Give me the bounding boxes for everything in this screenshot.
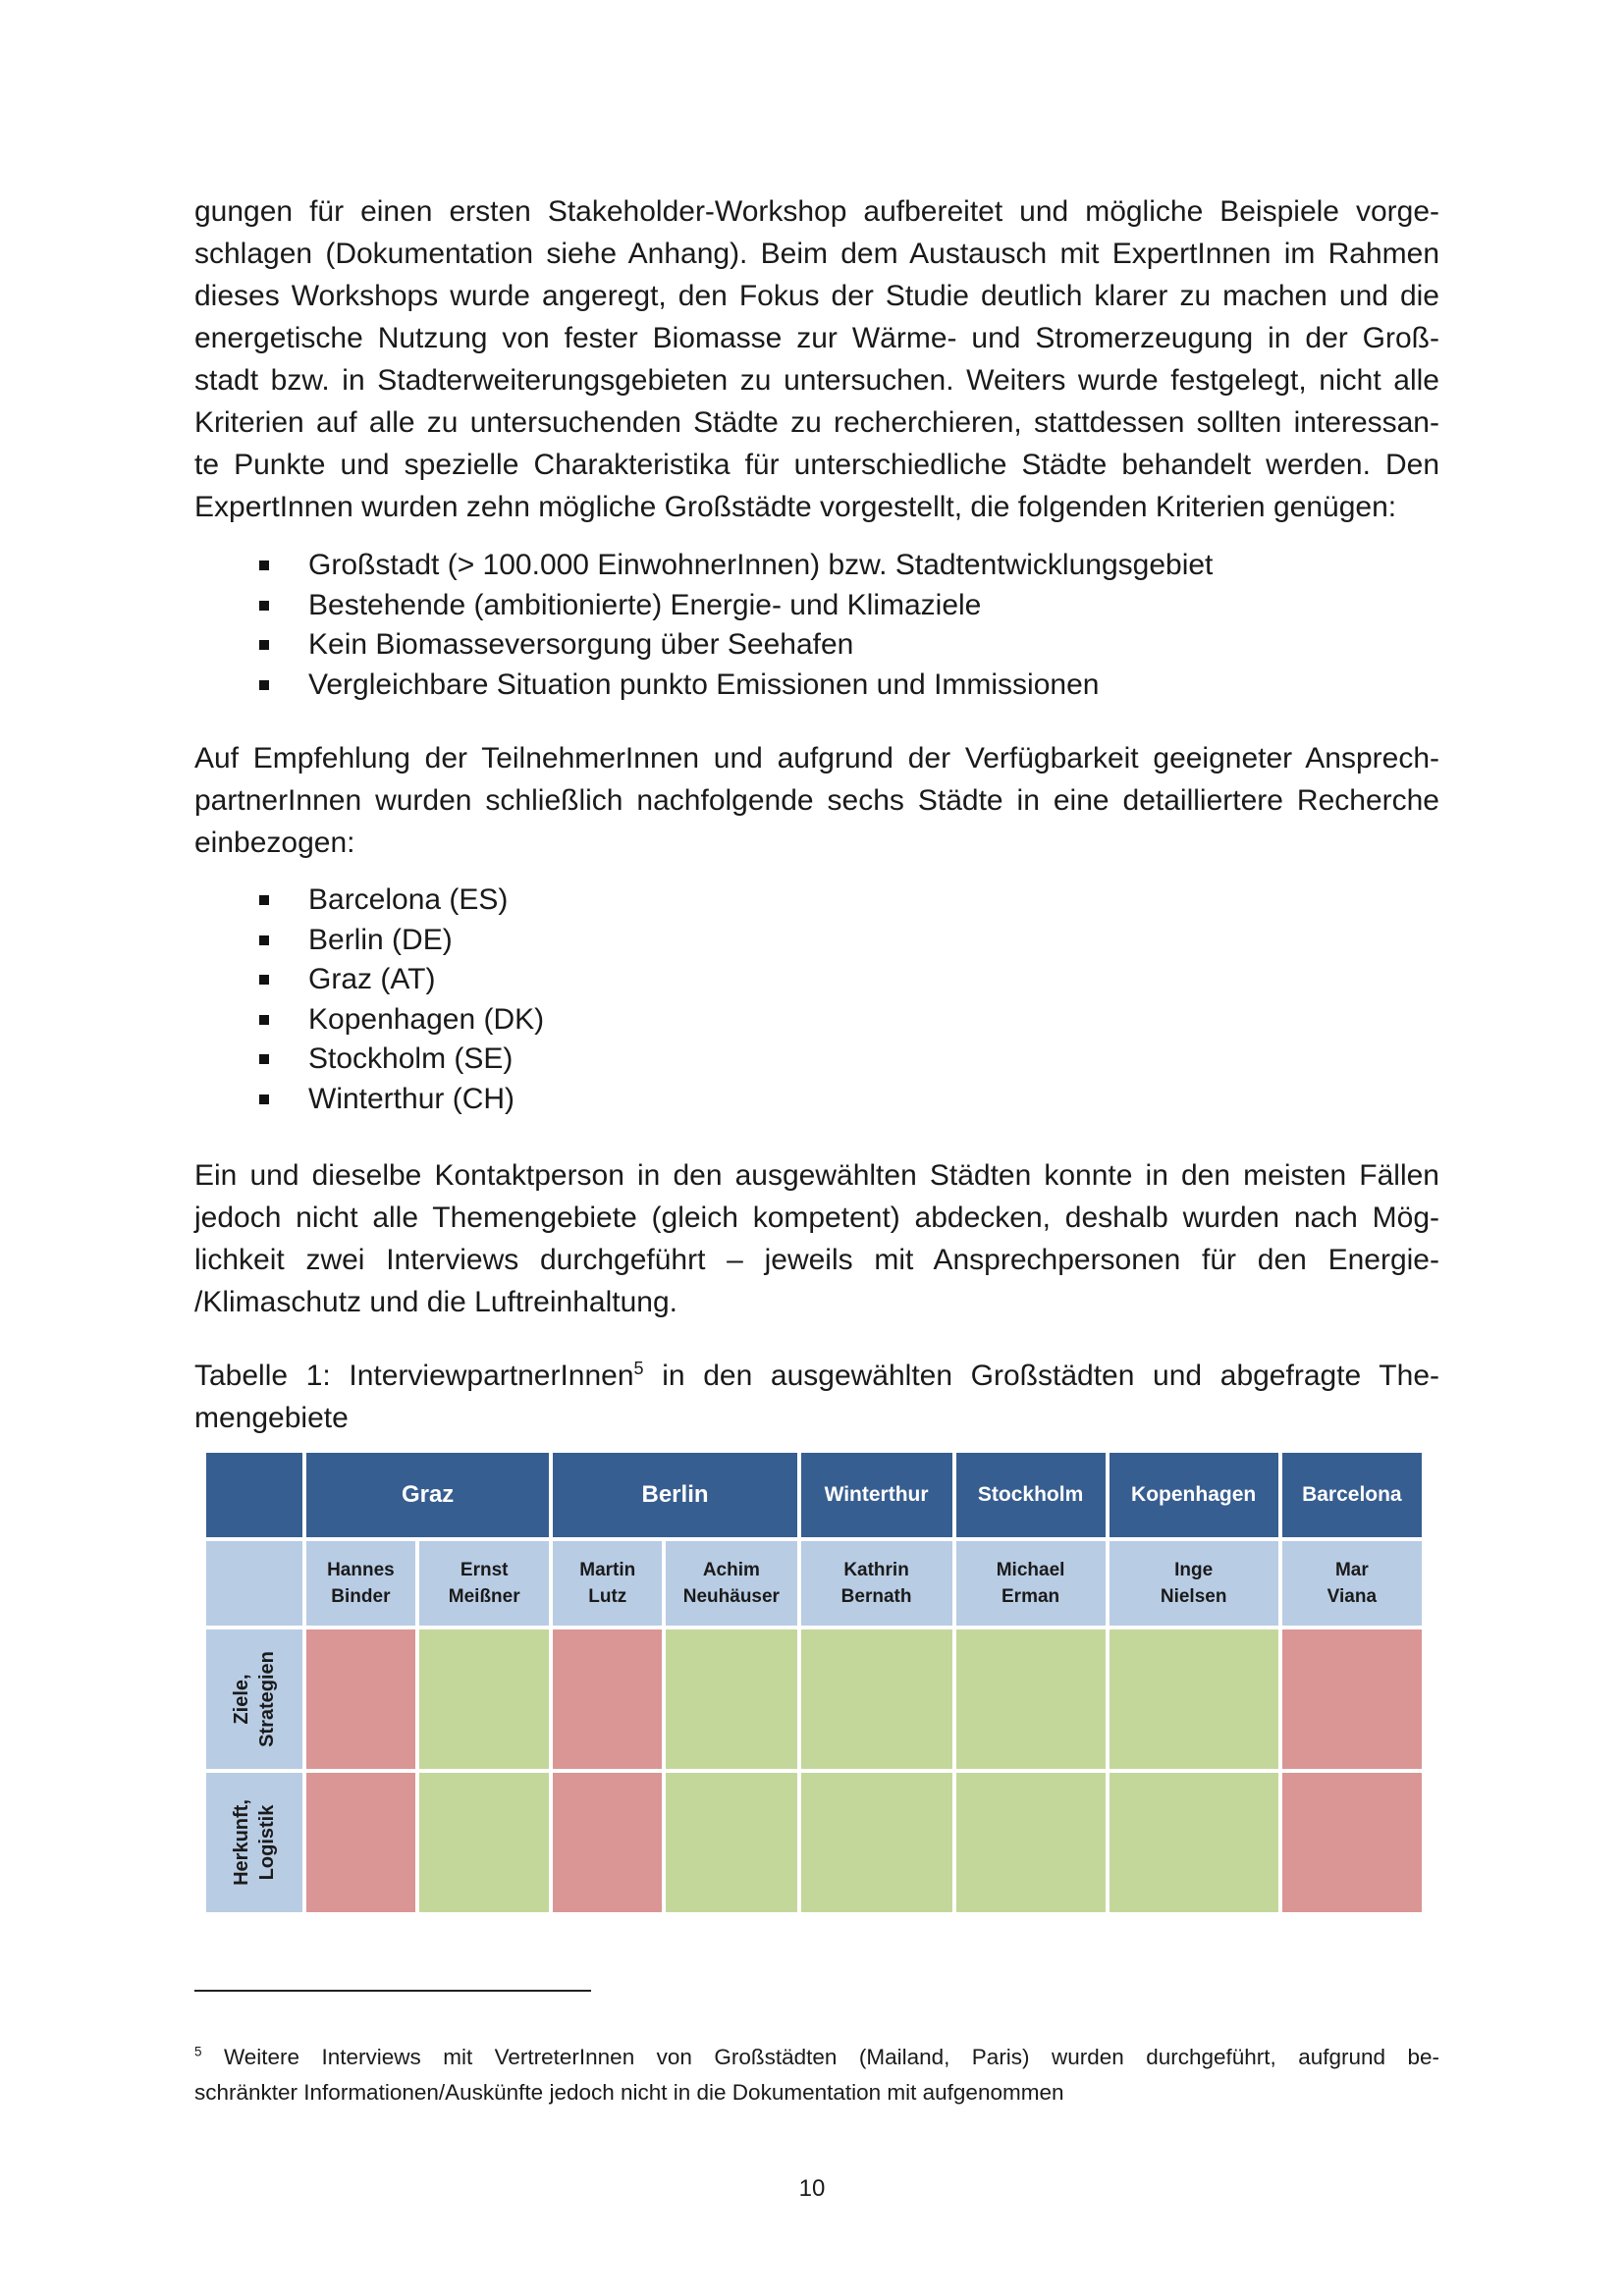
square-bullet-icon [259,935,269,945]
list-item: Barcelona (ES) [259,881,544,921]
list-item: Berlin (DE) [259,921,544,961]
cities-list [259,881,544,1119]
contact-paragraph [194,1154,1439,1323]
row-label-goals: Ziele, Strategien [206,1629,302,1769]
recommendation-paragraph [194,737,1439,864]
person-cell: Inge Nielsen [1110,1541,1278,1626]
intro-paragraph [194,190,1439,528]
interview-table [202,1449,1426,1916]
status-cell [666,1629,796,1769]
footnote-reference[interactable]: 5 [633,1359,644,1378]
city-header: Berlin [553,1453,796,1537]
city-header: Barcelona [1282,1453,1422,1537]
table-person-row [206,1541,1422,1626]
intro-line: te Punkte und spezielle Charakteristika für unterschiedliche Städte behandelt werden. Den [194,449,1439,481]
status-cell [306,1773,415,1912]
person-cell: Achim Neuhäuser [666,1541,796,1626]
square-bullet-icon [259,1095,269,1104]
footnote [194,2040,1439,2110]
city-header: Stockholm [956,1453,1106,1537]
caption-line: mengebiete [194,1402,349,1434]
city-header: Graz [306,1453,550,1537]
intro-line: schlagen (Dokumentation siehe Anhang). Beim dem Austausch mit ExpertInnen im Rahmen [194,238,1439,270]
status-cell [1110,1629,1278,1769]
list-item: Bestehende (ambitionierte) Energie- und Klimaziele [259,586,1213,626]
status-cell [306,1629,415,1769]
page-number: 10 [798,2175,826,2202]
table-corner-cell [206,1541,302,1626]
square-bullet-icon [259,680,269,690]
city-header: Kopenhagen [1110,1453,1278,1537]
status-cell [553,1629,662,1769]
square-bullet-icon [259,975,269,985]
intro-line: gungen für einen ersten Stakeholder-Workshop aufbereitet und mögliche Beispiele vorge- [194,195,1439,228]
paragraph-line: partnerInnen wurden schließlich nachfolgende sechs Städte in eine detailliertere Recherche [194,784,1439,817]
table-row [206,1629,1422,1769]
person-cell: Michael Erman [956,1541,1106,1626]
intro-line: ExpertInnen wurden zehn mögliche Großstädte vorgestellt, die folgenden Kriterien genügen: [194,491,1397,523]
table-corner-cell [206,1453,302,1537]
intro-line: Kriterien auf alle zu untersuchenden Städte zu recherchieren, stattdessen sollten interessan- [194,406,1439,439]
status-cell [1282,1773,1422,1912]
list-item: Stockholm (SE) [259,1040,544,1080]
person-cell: Ernst Meißner [419,1541,549,1626]
list-item: Kein Biomasseversorgung über Seehafen [259,625,1213,666]
square-bullet-icon [259,895,269,905]
row-label-logistics: Herkunft, Logistik [206,1773,302,1912]
table-row [206,1773,1422,1912]
status-cell [1282,1629,1422,1769]
intro-line: energetische Nutzung von fester Biomasse zur Wärme- und Stromerzeugung in der Groß- [194,322,1439,354]
status-cell [1110,1773,1278,1912]
intro-line: stadt bzw. in Stadterweiterungsgebieten zu untersuchen. Weiters wurde festgelegt, nicht alle [194,364,1439,397]
paragraph-line: einbezogen: [194,827,355,859]
status-cell [956,1629,1106,1769]
intro-line: dieses Workshops wurde angeregt, den Fokus der Studie deutlich klarer zu machen und die [194,280,1439,312]
list-item: Vergleichbare Situation punkto Emissionen und Immissionen [259,666,1213,706]
status-cell [801,1629,952,1769]
list-item: Großstadt (> 100.000 EinwohnerInnen) bzw. Stadtentwicklungsgebiet [259,546,1213,586]
list-item: Kopenhagen (DK) [259,1000,544,1041]
paragraph-line: Ein und dieselbe Kontaktperson in den ausgewählten Städten konnte in den meisten Fällen [194,1159,1439,1192]
status-cell [419,1629,549,1769]
table-header-row [206,1453,1422,1537]
status-cell [801,1773,952,1912]
paragraph-line: jedoch nicht alle Themengebiete (gleich kompetent) abdecken, deshalb wurden nach Mög- [194,1201,1439,1234]
square-bullet-icon [259,561,269,570]
square-bullet-icon [259,1054,269,1064]
paragraph-line: Auf Empfehlung der TeilnehmerInnen und aufgrund der Verfügbarkeit geeigneter Ansprech- [194,742,1439,774]
list-item: Winterthur (CH) [259,1080,544,1120]
footnote-divider [194,1990,591,1992]
person-cell: Hannes Binder [306,1541,415,1626]
person-cell: Martin Lutz [553,1541,662,1626]
footnote-number: 5 [194,2044,202,2059]
table-caption [194,1355,1439,1439]
status-cell [956,1773,1106,1912]
person-cell: Mar Viana [1282,1541,1422,1626]
square-bullet-icon [259,640,269,650]
paragraph-line: /Klimaschutz und die Luftreinhaltung. [194,1286,677,1318]
footnote-line: $^5$ Weitere Interviews mit VertreterInnen von Großstädten (Mailand, Paris) wurden durchgeführt, aufgrund be- [194,2044,1439,2069]
footnote-line: schränkter Informationen/Auskünfte jedoch nicht in die Dokumentation mit aufgenommen [194,2080,1064,2105]
criteria-list [259,546,1213,705]
square-bullet-icon [259,1015,269,1025]
paragraph-line: lichkeit zwei Interviews durchgeführt – jeweils mit Ansprechpersonen für den Energie- [194,1244,1439,1276]
status-cell [666,1773,796,1912]
city-header: Winterthur [801,1453,952,1537]
status-cell [419,1773,549,1912]
person-cell: Kathrin Bernath [801,1541,952,1626]
list-item: Graz (AT) [259,960,544,1000]
caption-line: Tabelle 1: InterviewpartnerInnen$^5$ in den ausgewählten Großstädten und abgefragte The- [194,1359,1439,1392]
status-cell [553,1773,662,1912]
square-bullet-icon [259,601,269,611]
